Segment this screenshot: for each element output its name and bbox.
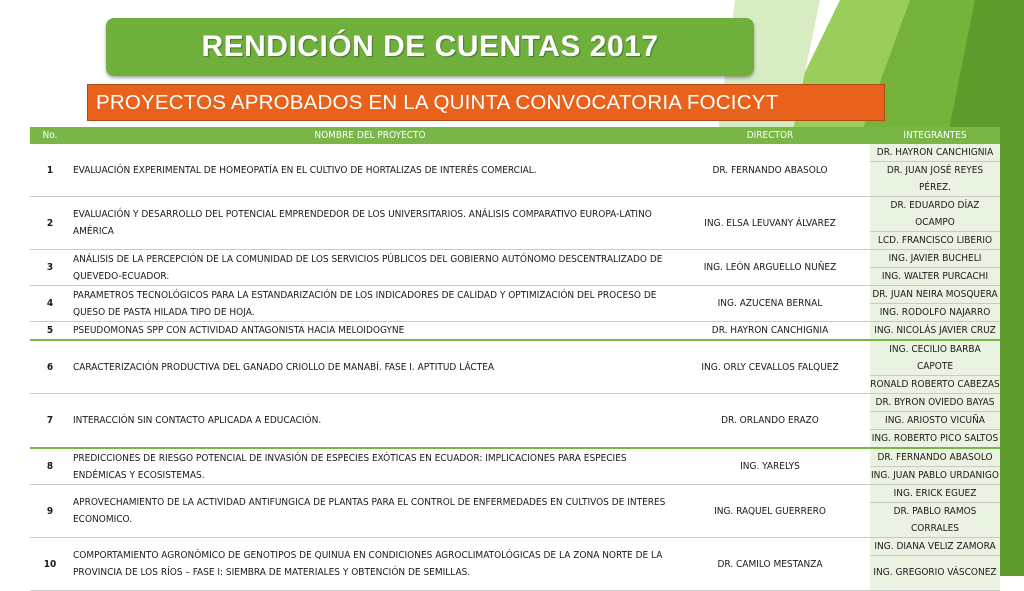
- project-member: DR. FERNANDO ABASOLO: [870, 448, 1000, 467]
- project-member: ING. ERICK EGUEZ: [870, 485, 1000, 503]
- header-director: DIRECTOR: [670, 127, 870, 144]
- project-director: ING. LEÓN ARGUELLO NUÑEZ: [670, 250, 870, 286]
- project-number: 5: [30, 322, 70, 341]
- project-member: DR. EDUARDO DÍAZ OCAMPO: [870, 197, 1000, 232]
- project-member: ING. NICOLÁS JAVIER CRUZ: [870, 322, 1000, 341]
- project-director: DR. ORLANDO ERAZO: [670, 394, 870, 449]
- project-name: APROVECHAMIENTO DE LA ACTIVIDAD ANTIFUNGICA DE PLANTAS PARA EL CONTROL DE ENFERMEDADES EN CULTIVOS DE INTERES ECONOMICO.: [70, 485, 670, 538]
- table-row: [30, 144, 1000, 162]
- project-member: DR. JUAN JOSÉ REYES PÉREZ.: [870, 162, 1000, 197]
- table-row: [30, 322, 1000, 341]
- project-member: DR. BYRON OVIEDO BAYAS: [870, 394, 1000, 412]
- project-member: DR. PABLO RAMOS CORRALES: [870, 503, 1000, 538]
- projects-table: [30, 127, 1000, 591]
- project-member: ING. DIANA VELIZ ZAMORA: [870, 538, 1000, 556]
- project-name: PREDICCIONES DE RIESGO POTENCIAL DE INVASIÓN DE ESPECIES EXÓTICAS EN ECUADOR: IMPLICACIONES PARA ESPECIES ENDÉMICAS Y ECOSISTEMAS.: [70, 448, 670, 485]
- project-member: LCD. FRANCISCO LIBERIO: [870, 232, 1000, 250]
- project-name: ANÁLISIS DE LA PERCEPCIÓN DE LA COMUNIDAD DE LOS SERVICIOS PÚBLICOS DEL GOBIERNO AUTÓNOMO DESCENTRALIZADO DE QUEVEDO-ECUADOR.: [70, 250, 670, 286]
- table-row: [30, 197, 1000, 232]
- project-member: ING. WALTER PURCACHI: [870, 268, 1000, 286]
- project-director: DR. CAMILO MESTANZA: [670, 538, 870, 591]
- project-name: EVALUACIÓN Y DESARROLLO DEL POTENCIAL EMPRENDEDOR DE LOS UNIVERSITARIOS. ANÁLISIS COMPARATIVO EUROPA-LATINO AMÉRICA: [70, 197, 670, 250]
- project-number: 2: [30, 197, 70, 250]
- project-number: 10: [30, 538, 70, 591]
- project-director: DR. FERNANDO ABASOLO: [670, 144, 870, 197]
- project-number: 6: [30, 340, 70, 394]
- table-row: [30, 448, 1000, 467]
- table-row: [30, 485, 1000, 503]
- project-number: 4: [30, 286, 70, 322]
- table-row: [30, 250, 1000, 268]
- project-director: ING. YARELYS: [670, 448, 870, 485]
- table-row: [30, 394, 1000, 412]
- project-member: ING. RODOLFO NAJARRO: [870, 304, 1000, 322]
- project-director: ING. ORLY CEVALLOS FALQUEZ: [670, 340, 870, 394]
- project-name: EVALUACIÓN EXPERIMENTAL DE HOMEOPATÍA EN EL CULTIVO DE HORTALIZAS DE INTERÉS COMERCIAL.: [70, 144, 670, 197]
- header-project-name: NOMBRE DEL PROYECTO: [70, 127, 670, 144]
- project-number: 3: [30, 250, 70, 286]
- project-name: CARACTERIZACIÓN PRODUCTIVA DEL GANADO CRIOLLO DE MANABÍ. FASE I. APTITUD LÁCTEA: [70, 340, 670, 394]
- project-director: ING. RAQUEL GUERRERO: [670, 485, 870, 538]
- project-member: DR. HAYRON CANCHIGNIA: [870, 144, 1000, 162]
- project-member: ING. JUAN PABLO URDANIGO: [870, 467, 1000, 485]
- header-members: INTEGRANTES: [870, 127, 1000, 144]
- project-name: INTERACCIÓN SIN CONTACTO APLICADA A EDUCACIÓN.: [70, 394, 670, 449]
- project-number: 8: [30, 448, 70, 485]
- project-member: RONALD ROBERTO CABEZAS: [870, 376, 1000, 394]
- page-title: RENDICIÓN DE CUENTAS 2017: [201, 30, 659, 63]
- table-row: [30, 286, 1000, 304]
- project-director: DR. HAYRON CANCHIGNIA: [670, 322, 870, 341]
- title-banner: [106, 18, 754, 76]
- project-number: 7: [30, 394, 70, 449]
- project-member: ING. ROBERTO PICO SALTOS: [870, 430, 1000, 449]
- subtitle-banner: [87, 84, 885, 121]
- table-row: [30, 538, 1000, 556]
- page-subtitle: PROYECTOS APROBADOS EN LA QUINTA CONVOCATORIA FOCICYT: [96, 90, 779, 114]
- project-director: ING. AZUCENA BERNAL: [670, 286, 870, 322]
- project-member: ING. JAVIER BUCHELI: [870, 250, 1000, 268]
- project-name: PSEUDOMONAS SPP CON ACTIVIDAD ANTAGONISTA HACIA MELOIDOGYNE: [70, 322, 670, 341]
- header-no: No.: [30, 127, 70, 144]
- table-row: [30, 340, 1000, 376]
- project-member: ING. ARIOSTO VICUÑA: [870, 412, 1000, 430]
- project-member: ING. GREGORIO VÁSCONEZ: [870, 556, 1000, 591]
- project-member: DR. JUAN NEIRA MOSQUERA: [870, 286, 1000, 304]
- project-director: ING. ELSA LEUVANY ÁLVAREZ: [670, 197, 870, 250]
- table-header-row: [30, 127, 1000, 144]
- project-name: PARAMETROS TECNOLÓGICOS PARA LA ESTANDARIZACIÓN DE LOS INDICADORES DE CALIDAD Y OPTIMIZACIÓN DEL PROCESO DE QUESO DE PASTA HILADA TIPO DE HOJA.: [70, 286, 670, 322]
- project-member: ING. CECILIO BARBA CAPOTE: [870, 340, 1000, 376]
- project-number: 1: [30, 144, 70, 197]
- project-name: COMPORTAMIENTO AGRONÓMICO DE GENOTIPOS DE QUINUA EN CONDICIONES AGROCLIMATOLÓGICAS DE LA ZONA NORTE DE LA PROVINCIA DE LOS RÍOS – FASE I: SIEMBRA DE MATERIALES Y OBTENCIÓN DE SEMILLAS.: [70, 538, 670, 591]
- project-number: 9: [30, 485, 70, 538]
